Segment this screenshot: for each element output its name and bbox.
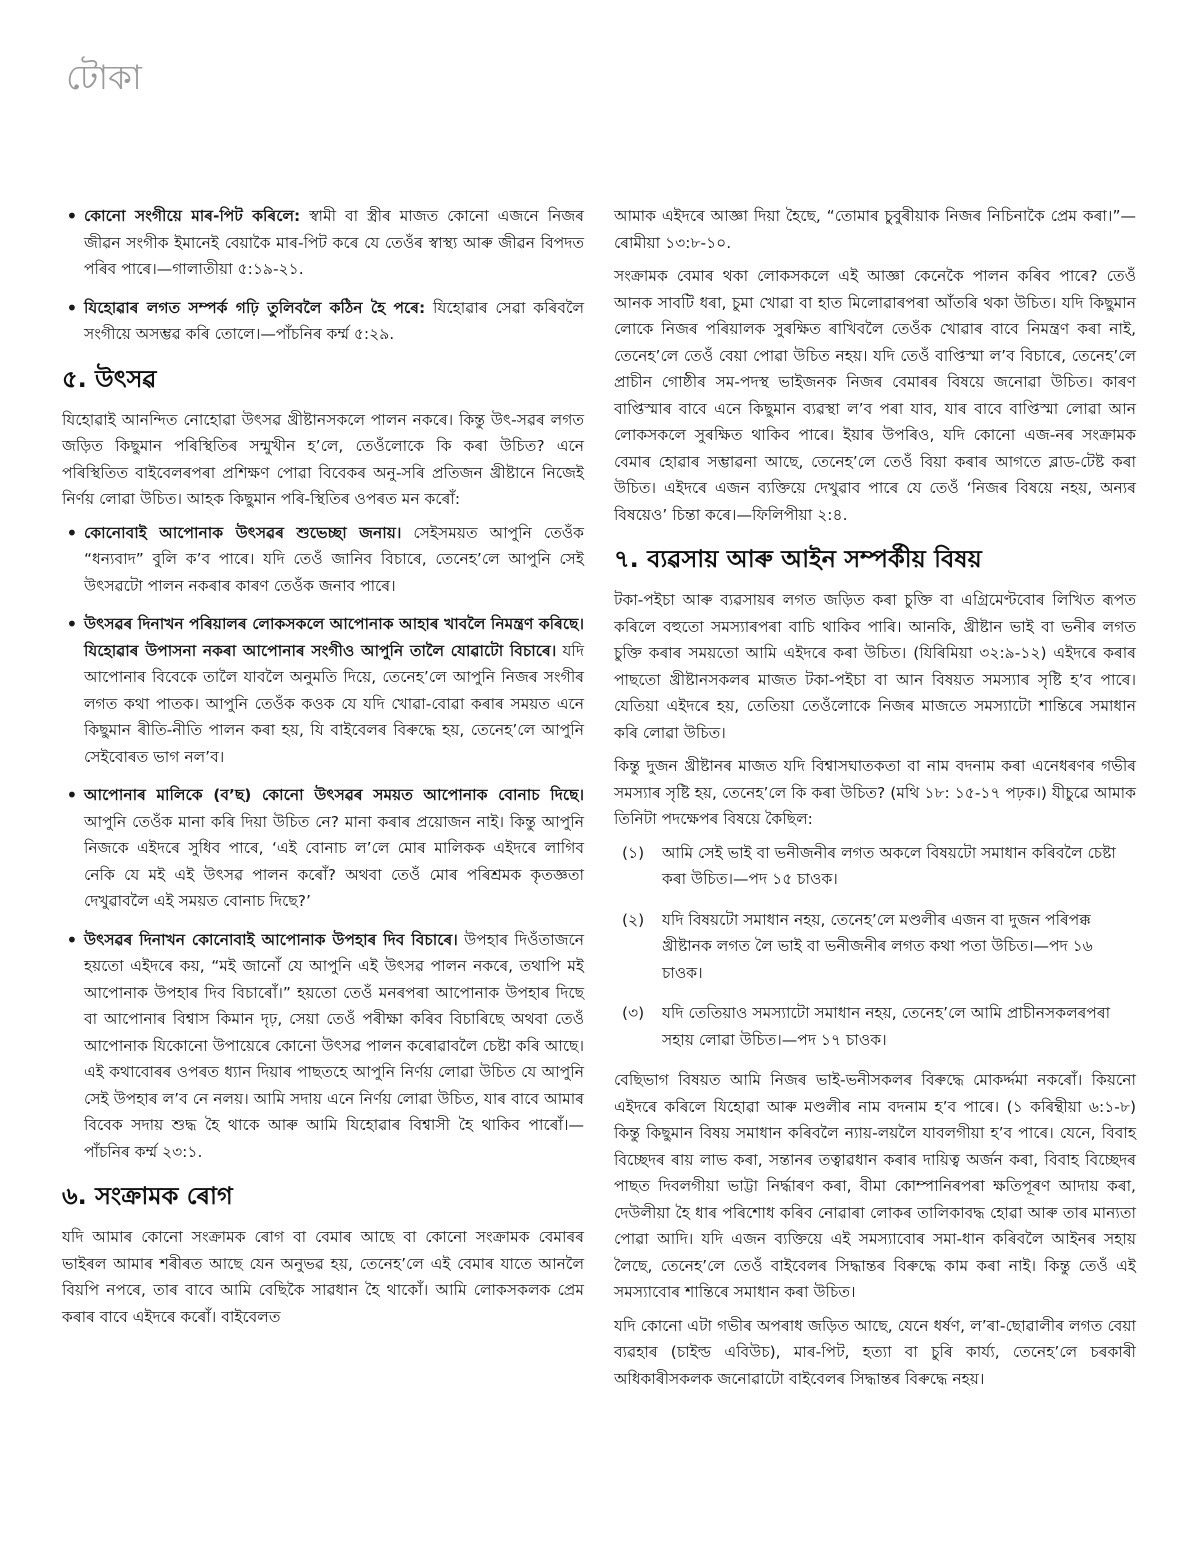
section-7-paragraph: যদি কোনো এটা গভীৰ অপৰাধ জড়িত আছে, যেনে ধৰ্ষণ, ল’ৰা-ছোৱালীৰ লগত বেয়া ব্যৱহাৰ (চাইল্ড এবিউচ), মাৰ-পিট, হত্যা বা চুৰি কাৰ্য্য, তেনেহ’লে চৰকাৰী অধিকাৰীসকলক জনোৱাটো বাইবেলৰ সিদ্ধান্তৰ বিৰুদ্ধে নহয়। xyxy=(614,1316,1136,1388)
step-text: যদি তেতিয়াও সমস্যাটো সমাধান নহয়, তেনেহ’লে আমি প্ৰাচীনসকলৰপৰা সহায় লোৱা উচিত।—পদ ১৭ চাওক। xyxy=(662,1004,1111,1049)
step-text: আমি সেই ভাই বা ভনীজনীৰ লগত অকলে বিষয়টো সমাধান কৰিবলৈ চেষ্টা কৰা উচিত।—পদ ১৫ চাওক। xyxy=(662,843,1116,889)
section-7-paragraph: বেছিভাগ বিষয়ত আমি নিজৰ ভাই-ভনীসকলৰ বিৰুদ্ধে মোকৰ্দ্দমা নকৰোঁ। কিয়নো এইদৰে কৰিলে যিহোৱা আৰু মণ্ডলীৰ নাম বদনাম হ’ব পাৰে। (১ কৰিন্থীয়া ৬:১-৮) কিন্তু কিছুমান বিষয় সমাধান কৰিবলৈ ন্যায়-লয়লৈ যাবলগীয়া হ’ব পাৰে। যেনে, বিবাহ বিচ্ছেদৰ ৰায় লাভ কৰা, সন্তানৰ তত্বাৱধান কৰাৰ দায়িত্ব অৰ্জন কৰা, বিবাহ বিচ্ছেদৰ পাছত দিবলগীয়া ভাট্টা নিৰ্দ্ধাৰণ কৰা, বীমা কোম্পানিৰপৰা ক্ষতিপূৰণ আদায় কৰা, দেউলীয়া হৈ ধাৰ পৰিশোধ কৰিব নোৱাৰা লোকৰ তালিকাবদ্ধ হোৱা আৰু তাৰ মান্যতা পোৱা আদি। যদি এজন ব্যক্তিয়ে এই সমস্যাবোৰ সমা-ধান কৰিবলৈ আইনৰ সহায় লৈছে, তেনেহ’লে তেওঁ বাইবেলৰ সিদ্ধান্তৰ বিৰুদ্ধে কাম কৰা নাই। কিন্তু তেওঁ এই সমস্যাবোৰ শান্তিৰে সমাধান কৰা উচিত। xyxy=(614,1071,1136,1302)
section-7-paragraph: টকা-পইচা আৰু ব্যৱসায়ৰ লগত জড়িত কৰা চুক্তি বা এগ্ৰিমেণ্টবোৰ লিখিত ৰূপত কৰিলে বহুতো সমস্যাৰপৰা বাচি থাকিব পাৰি। আনকি, খ্ৰীষ্টান ভাই বা ভনীৰ লগত চুক্তি কৰাৰ সময়তো আমি এইদৰে কৰা উচিত। (যিৰিমিয়া ৩২:৯-১২) এইদৰে কৰাৰ পাছতো খ্ৰীষ্টানসকলৰ মাজত টকা-পইচা বা আন বিষয়ত সমস্যাৰ সৃষ্টি হ’ব পাৰে। যেতিয়া এইদৰে হয়, তেতিয়া তেওঁলোকে নিজৰ মাজতে সমস্যাটো শান্তিৰে সমাধান কৰি লোৱা উচিত। xyxy=(614,591,1136,742)
bullet-lead: উৎসৱৰ দিনাখন পৰিয়ালৰ লোকসকলে আপোনাক আহাৰ খাবলৈ নিমন্ত্ৰণ কৰিছে। যিহোৱাৰ উপাসনা নকৰা আপোনাৰ সংগীও আপুনি তালৈ যোৱাটো বিচাৰে। xyxy=(84,615,584,660)
bullet-lead: যিহোৱাৰ লগত সম্পৰ্ক গঢ়ি তুলিবলৈ কঠিন হৈ পৰে: xyxy=(84,298,426,317)
step-item xyxy=(662,840,1136,893)
bullet-lead: উৎসৱৰ দিনাখন কোনোবাই আপোনাক উপহাৰ দিব বিচাৰে। xyxy=(84,930,458,949)
section-heading-5: ৫. উৎসৱ xyxy=(62,364,157,393)
section-6-continued: আমাক এইদৰে আজ্ঞা দিয়া হৈছে, “তোমাৰ চুবুৰীয়াক নিজৰ নিচিনাকৈ প্ৰেম কৰা।”—ৰোমীয়া ১৩:৮-১০. xyxy=(614,207,1136,252)
left-column xyxy=(62,203,584,1337)
section-7-paragraph: কিন্তু দুজন খ্ৰীষ্টানৰ মাজত যদি বিশ্বাসঘাতকতা বা নাম বদনাম কৰা এনেধৰণৰ গভীৰ সমস্যাৰ সৃষ্টি হয়, তেনেহ’লে কি কৰা উচিত? (মথি ১৮: ১৫-১৭ পঢ়ক।) যীচুৱে আমাক তিনিটা পদক্ষেপৰ বিষয়ে কৈছিল: xyxy=(614,757,1136,829)
section-heading-6: ৬. সংক্ৰামক ৰোগ xyxy=(62,1182,233,1211)
section-heading-7: ৭. ব্যৱসায় আৰু আইন সম্পৰ্কীয় বিষয় xyxy=(614,545,982,573)
section-6-paragraph: যদি আমাৰ কোনো সংক্ৰামক ৰোগ বা বেমাৰ আছে বা কোনো সংক্ৰামক বেমাৰৰ ভাইৰল আমাৰ শৰীৰত আছে যেন অনুভৱ হয়, তেনেহ’লে এই বেমাৰ যাতে আনলৈ বিয়পি নপৰে, তাৰ বাবে আমি বেছিকৈ সাৱধান হৈ থাকোঁ। আমি লোকসকলক প্ৰেম কৰাৰ বাবে এইদৰে কৰোঁ। বাইবেলত xyxy=(62,1228,584,1326)
bullet-item xyxy=(84,782,584,915)
bullet-text: যদি আপোনাৰ বিবেকে তালৈ যাবলৈ অনুমতি দিয়ে, তেনেহ’লে আপুনি নিজৰ সংগীৰ লগত কথা পাতক। আপুনি তেওঁক কওক যে যদি খোৱা-বোৱা কৰাৰ সময়ত এনে কিছুমান ৰীতি-নীতি পালন কৰা হয়, যি বাইবেলৰ বিৰুদ্ধে হয়, তেনেহ’লে আপুনি সেইবোৰত ভাগ নল’ব। xyxy=(84,641,584,766)
bullet-list-top xyxy=(62,203,584,348)
bullet-text: আপুনি তেওঁক মানা কৰি দিয়া উচিত নে? মানা কৰাৰ প্ৰয়োজন নাই। কিন্তু আপুনি নিজকে এইদৰে সুধিব পাৰে, ‘এই বোনাচ ল’লে মোৰ মালিকক এইদৰে লাগিব নেকি যে মই এই উৎসৱ পালন কৰোঁ? অথবা তেওঁ মোৰ পৰিশ্ৰমক কৃতজ্ঞতা দেখুৱাবলৈ এই সময়ত বোনাচ দিছে?’ xyxy=(84,812,584,911)
bullet-text: উপহাৰ দিওঁতাজনে হয়তো এইদৰে কয়, “মই জানোঁ যে আপুনি এই উৎসৱ পালন নকৰে, তথাপি মই আপোনাক উপহাৰ দিব বিচাৰোঁ।” হয়তো তেওঁ মনৰপৰা আপোনাক উপহাৰ দিছে বা আপোনাৰ বিশ্বাস কিমান দৃঢ়, সেয়া তেওঁ পৰীক্ষা কৰিব বিচাৰিছে অথবা তেওঁ আপোনাক যিকোনো উপায়েৰে কোনো উৎসৱ পালন কৰোৱাবলৈ চেষ্টা কৰি আছে। এই কথাবোৰৰ ওপৰত ধ্যান দিয়াৰ পাছতহে আপুনি নিৰ্ণয় লোৱা উচিত যে আপুনি সেই উপহাৰ ল’ব নে নলয়। আমি সদায় এনে নিৰ্ণয় লোৱা উচিত, যাৰ বাবে আমাৰ বিবেক সদায় শুদ্ধ হৈ থাকে আৰু আমি যিহোৱাৰ বিশ্বাসী হৈ থাকিব পাৰোঁ।—পাঁচনিৰ কৰ্ম্ম ২৩:১. xyxy=(84,930,584,1161)
steps-list xyxy=(614,840,1136,1054)
bullet-item xyxy=(84,295,584,348)
bullet-text: স্বামী বা স্ত্ৰীৰ মাজত কোনো এজনে নিজৰ জীৱন সংগীক ইমানেই বেয়াকৈ মাৰ-পিট কৰে যে তেওঁৰ স্বাস্থ্য আৰু জীৱন বিপদত পৰিব পাৰে।—গালাতীয়া ৫:১৯-২১. xyxy=(84,207,584,278)
bullet-item xyxy=(84,520,584,600)
step-item xyxy=(662,1000,1136,1053)
bullet-lead: কোনোবাই আপোনাক উৎসৱৰ শুভেচ্ছা জনায়। xyxy=(84,523,402,542)
bullet-text: যিহোৱাৰ সেৱা কৰিবলৈ সংগীয়ে অসম্ভৱ কৰি তোলে।—পাঁচনিৰ কৰ্ম্ম ৫:২৯. xyxy=(84,298,585,343)
bullet-lead: কোনো সংগীয়ে মাৰ-পিট কৰিলে: xyxy=(84,207,301,225)
bullet-text: সেইসময়ত আপুনি তেওঁক “ধন্যবাদ” বুলি ক’ব পাৰে। যদি তেওঁ জানিব বিচাৰে, তেনেহ’লে আপুনি সেই উৎসৱটো পালন নকৰাৰ কাৰণ তেওঁক জনাব পাৰে। xyxy=(84,523,585,595)
bullet-item xyxy=(84,611,584,770)
section-6-paragraph: সংক্ৰামক বেমাৰ থকা লোকসকলে এই আজ্ঞা কেনেকৈ পালন কৰিব পাৰে? তেওঁ আনক সাবটি ধৰা, চুমা খোৱা বা হাত মিলোৱাৰপৰা আঁতৰি থকা উচিত। যদি কিছুমান লোকে নিজৰ পৰিয়ালক সুৰক্ষিত ৰাখিবলৈ তেওঁক খোৱাৰ বাবে নিমন্ত্ৰণ কৰা নাই, তেনেহ’লে তেওঁ বেয়া পোৱা উচিত নহয়। যদি তেওঁ বাপ্তিস্মা ল’ব বিচাৰে, তেনেহ’লে প্ৰাচীন গোষ্ঠীৰ সম-পদস্থ ভাইজনক নিজৰ বেমাৰৰ বিষয়ে জনোৱা উচিত। কাৰণ বাপ্তিস্মাৰ বাবে এনে কিছুমান ব্যৱস্থা ল’ব পৰা যাব, যাৰ বাবে বাপ্তিস্মা লোৱা আন লোকসকলে সুৰক্ষিত থাকিব পাৰে। ইয়াৰ উপৰিও, যদি কোনো এজ-নৰ সংক্ৰামক বেমাৰ হোৱাৰ সম্ভাৱনা আছে, তেনেহ’লে তেওঁ বিয়া কৰাৰ আগতে ব্লাড-টেষ্ট কৰা উচিত। এইদৰে এজন ব্যক্তিয়ে দেখুৱাব পাৰে যে তেওঁ ‘নিজৰ বিষয়ে নহয়, অন্যৰ বিষয়েও’ চিন্তা কৰে।—ফিলিপীয়া ২:৪. xyxy=(614,267,1136,524)
right-column xyxy=(614,203,1136,1399)
step-text: যদি বিষয়টো সমাধান নহয়, তেনেহ’লে মণ্ডলীৰ এজন বা দুজন পৰিপক্ক খ্ৰীষ্টানক লগত লৈ ভাই বা ভনীজনীৰ লগত কথা পতা উচিত।—পদ ১৬ চাওক। xyxy=(662,910,1093,982)
section-5-intro: যিহোৱাই আনন্দিত নোহোৱা উৎসৱ খ্ৰীষ্টানসকলে পালন নকৰে। কিন্তু উৎ-সৱৰ লগত জড়িত কিছুমান পৰিস্থিতিৰ সন্মুখীন হ’লে, তেওঁলোকে কি কৰা উচিত? এনে পৰিস্থিতিত বাইবেলৰপৰা প্ৰশিক্ষণ পোৱা বিবেকৰ অনু-সৰি প্ৰতিজন খ্ৰীষ্টানে নিজেই নিৰ্ণয় লোৱা উচিত। আহক কিছুমান পৰি-স্থিতিৰ ওপৰত মন কৰোঁ: xyxy=(62,410,584,509)
step-item xyxy=(662,907,1136,987)
running-title: টোকা xyxy=(66,58,142,98)
bullet-item xyxy=(84,927,584,1166)
bullet-list-section-5 xyxy=(62,520,584,1166)
bullet-item xyxy=(84,203,584,283)
bullet-lead: আপোনাৰ মালিকে (ব’ছ) কোনো উৎসৱৰ সময়ত আপোনাক বোনাচ দিছে। xyxy=(84,786,584,805)
